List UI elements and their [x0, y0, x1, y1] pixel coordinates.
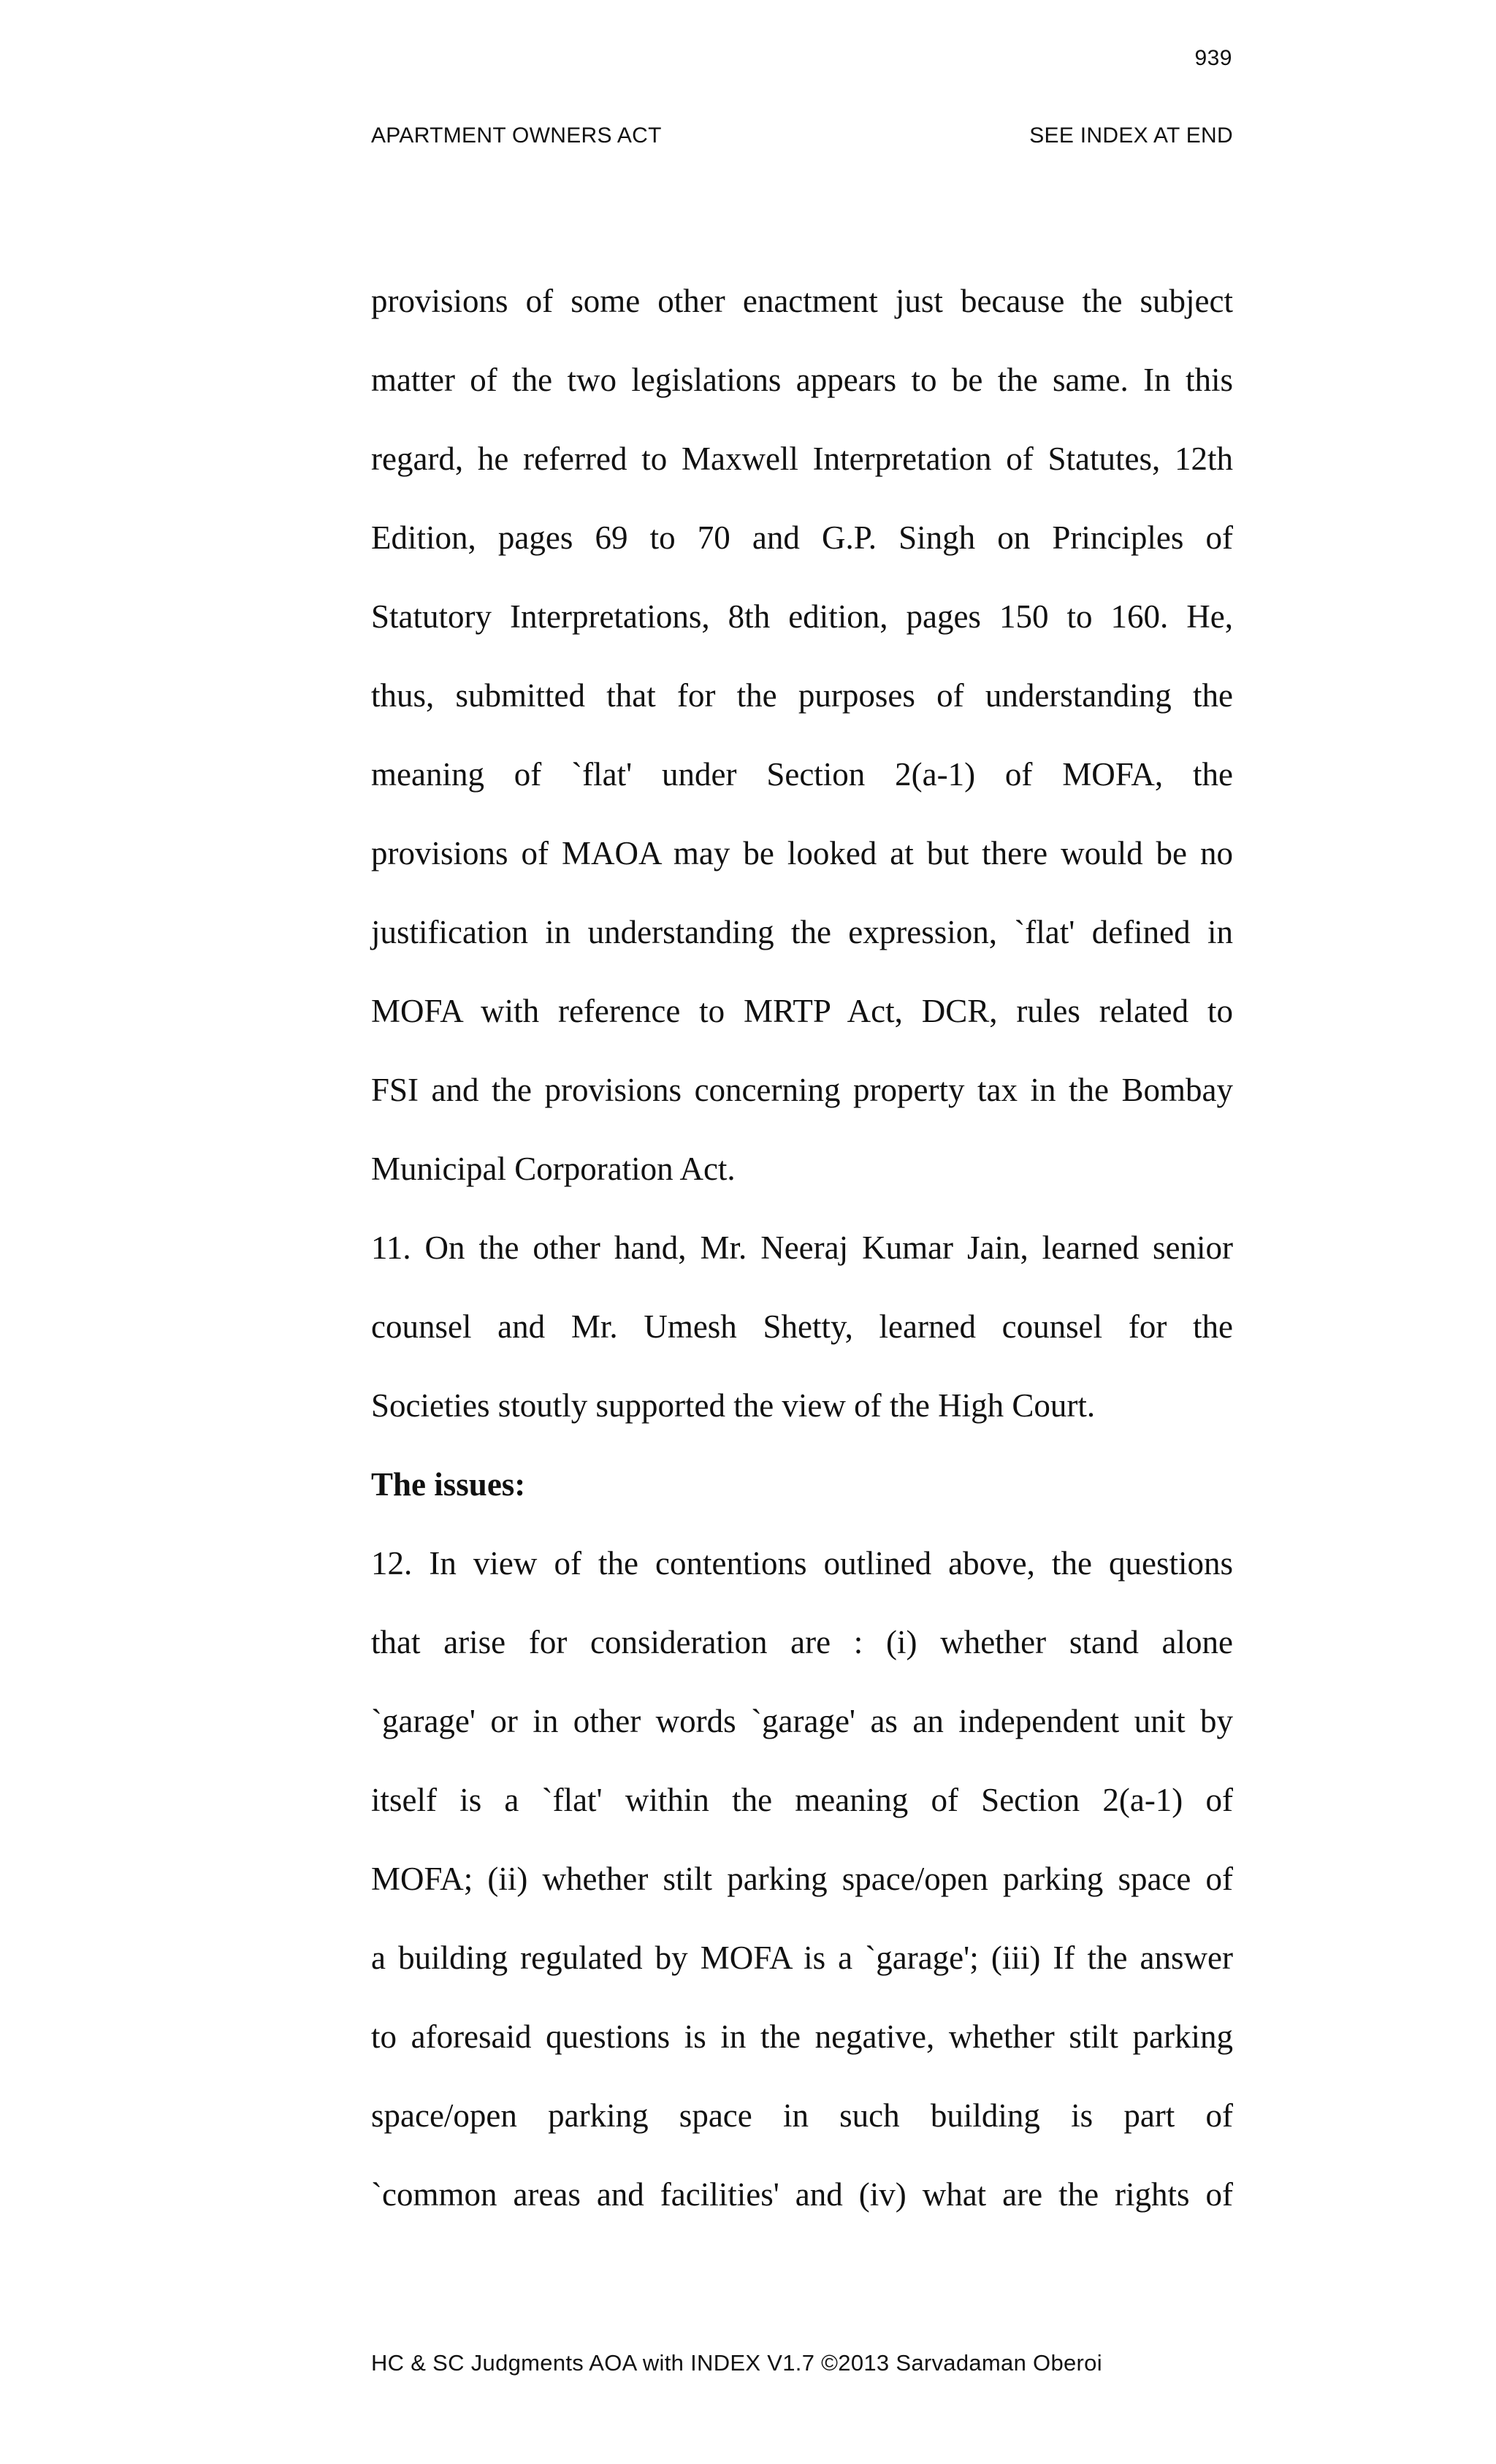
text-line: MOFA; (ii) whether stilt parking space/open parking space of — [371, 1861, 1233, 1897]
section-heading-issues: The issues: — [371, 1466, 526, 1503]
text-line: a building regulated by MOFA is a `garage'; (iii) If the answer — [371, 1939, 1233, 1976]
page-number: 939 — [1194, 46, 1232, 70]
text-line: Municipal Corporation Act. — [371, 1151, 736, 1187]
text-line: provisions of some other enactment just because the subject — [371, 283, 1233, 319]
text-line: to aforesaid questions is in the negative, whether stilt parking — [371, 2018, 1233, 2055]
text-line: meaning of `flat' under Section 2(a-1) of MOFA, the — [371, 756, 1233, 793]
text-line: `garage' or in other words `garage' as an independent unit by — [371, 1703, 1233, 1739]
header-left-title: APARTMENT OWNERS ACT — [371, 123, 662, 148]
text-line: Statutory Interpretations, 8th edition, pages 150 to 160. He, — [371, 598, 1233, 635]
text-line: matter of the two legislations appears to be the same. In this — [371, 362, 1233, 398]
text-line: 12. In view of the contentions outlined above, the questions — [371, 1545, 1233, 1582]
text-line: counsel and Mr. Umesh Shetty, learned counsel for the — [371, 1308, 1233, 1345]
text-line: MOFA with reference to MRTP Act, DCR, rules related to — [371, 993, 1233, 1029]
text-line: `common areas and facilities' and (iv) what are the rights of — [371, 2176, 1233, 2213]
text-line: regard, he referred to Maxwell Interpretation of Statutes, 12th — [371, 440, 1233, 477]
running-header — [371, 121, 1233, 150]
text-line: 11. On the other hand, Mr. Neeraj Kumar Jain, learned senior — [371, 1229, 1233, 1266]
text-line: FSI and the provisions concerning property tax in the Bombay — [371, 1072, 1233, 1108]
text-line: thus, submitted that for the purposes of understanding the — [371, 677, 1233, 714]
text-line: provisions of MAOA may be looked at but there would be no — [371, 835, 1233, 871]
text-line: that arise for consideration are : (i) whether stand alone — [371, 1624, 1233, 1660]
text-line: Edition, pages 69 to 70 and G.P. Singh on Principles of — [371, 519, 1233, 556]
text-line: justification in understanding the expression, `flat' defined in — [371, 914, 1233, 950]
text-line: space/open parking space in such building is part of — [371, 2097, 1233, 2134]
text-line: Societies stoutly supported the view of the High Court. — [371, 1387, 1096, 1424]
header-right-index-note: SEE INDEX AT END — [1029, 123, 1233, 148]
text-line: itself is a `flat' within the meaning of Section 2(a-1) of — [371, 1782, 1233, 1818]
judgment-body — [371, 262, 1233, 2234]
page-footer: HC & SC Judgments AOA with INDEX V1.7 ©2013 Sarvadaman Oberoi — [371, 2350, 1102, 2376]
